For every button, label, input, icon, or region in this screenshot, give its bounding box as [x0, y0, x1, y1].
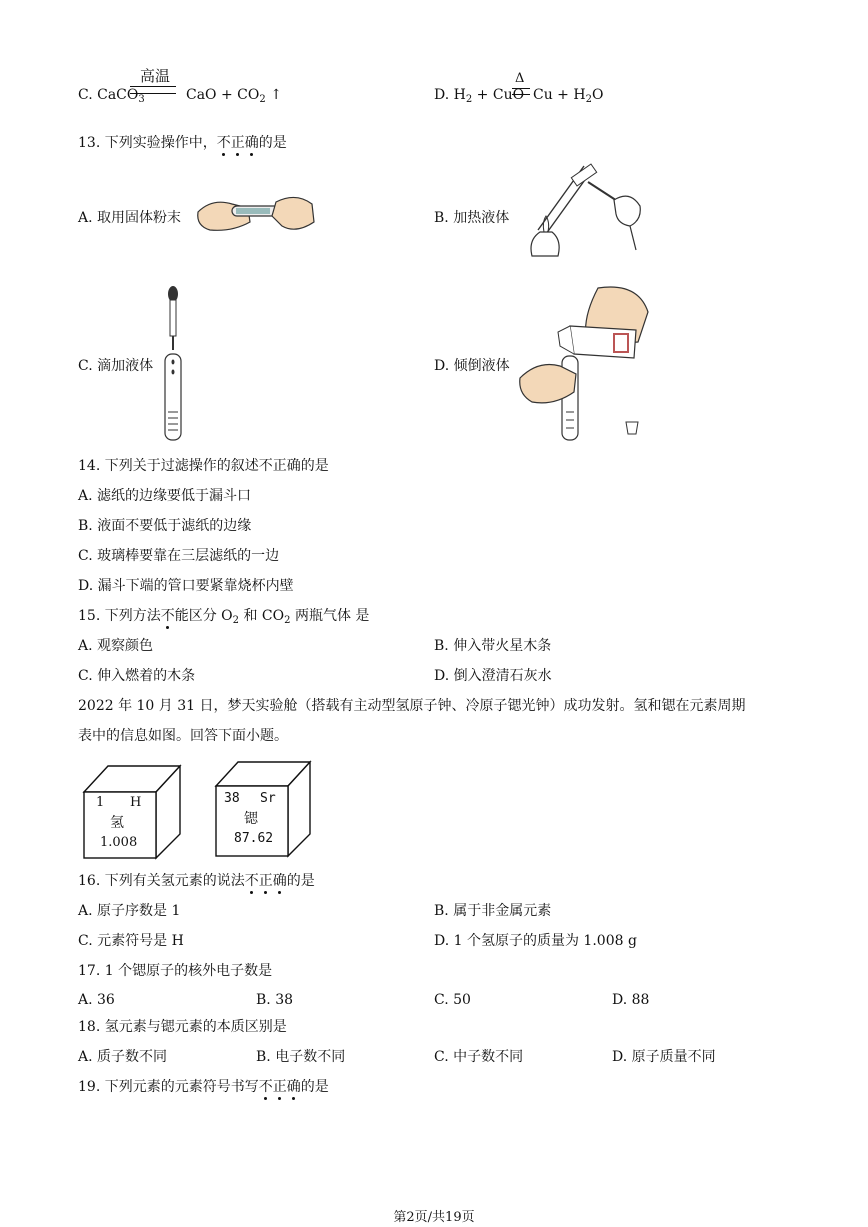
formula-text: Cu + H	[533, 87, 586, 103]
q14-option-b: B. 液面不要低于滤纸的边缘	[78, 518, 252, 534]
emphasis-char: 正	[272, 1079, 287, 1095]
emphasis-char: 正	[230, 135, 245, 151]
element-name: 锶	[244, 811, 258, 827]
element-card-strontium	[214, 758, 312, 858]
element-card-hydrogen	[82, 762, 182, 860]
q12-option-d	[434, 86, 524, 104]
q16-option-b: B. 属于非金属元素	[434, 903, 552, 919]
q15-option-a: A. 观察颜色	[78, 638, 154, 654]
q17-option-d: D. 88	[612, 992, 650, 1008]
passage-line-1: 2022 年 10 月 31 日，梦天实验舱（搭载有主动型氢原子钟、冷原子锶光钟）成功发射。氢和锶在元素周期	[78, 698, 746, 714]
q12-option-c-products	[186, 86, 282, 104]
page-footer: 第2页/共19页	[393, 1210, 475, 1225]
q14-option-c: C. 玻璃棒要靠在三层滤纸的一边	[78, 548, 280, 564]
q16-stem	[78, 872, 315, 890]
formula-subscript: 2	[284, 615, 291, 626]
stem-text: 两瓶气体 是	[290, 608, 370, 624]
q12-option-d-products	[533, 86, 603, 104]
atomic-mass: 1.008	[100, 835, 138, 850]
q14-stem: 14. 下列关于过滤操作的叙述不正确的是	[78, 458, 329, 474]
q18-stem: 18. 氢元素与锶元素的本质区别是	[78, 1019, 287, 1035]
stem-text: 19. 下列元素的元素符号书写	[78, 1079, 259, 1095]
emphasis-char: 不	[216, 135, 231, 151]
q16-option-c: C. 元素符号是 H	[78, 933, 184, 949]
q18-option-a: A. 质子数不同	[78, 1049, 168, 1065]
stem-text: 13. 下列实验操作中，	[78, 135, 217, 151]
stem-text: 的是	[300, 1079, 329, 1095]
equal-sign-icon	[512, 88, 530, 95]
q17-option-a: A. 36	[78, 992, 115, 1008]
q17-option-b: B. 38	[256, 992, 294, 1008]
equal-sign-icon	[130, 86, 176, 94]
heating-condition: Δ	[515, 71, 525, 86]
q13-option-d: D. 倾倒液体	[434, 358, 510, 374]
element-symbol: Sr	[260, 791, 276, 806]
q16-option-d: D. 1 个氢原子的质量为 1.008 g	[434, 933, 637, 949]
heating-liquid-illustration	[518, 160, 646, 266]
q18-option-b: B. 电子数不同	[256, 1049, 346, 1065]
option-label: D.	[434, 87, 450, 103]
stem-text: 和 CO	[239, 608, 285, 624]
element-symbol: H	[130, 795, 142, 810]
stem-text: 的是	[286, 873, 315, 889]
q17-stem: 17. 1 个锶原子的核外电子数是	[78, 963, 273, 979]
passage-line-2: 表中的信息如图。回答下面小题。	[78, 728, 288, 744]
q18-option-c: C. 中子数不同	[434, 1049, 524, 1065]
q15-stem	[78, 607, 369, 625]
gas-arrow-icon: ↑	[270, 87, 282, 103]
q14-option-d: D. 漏斗下端的管口要紧靠烧杯内壁	[78, 578, 294, 594]
element-name: 氢	[110, 815, 124, 831]
q13-option-c: C. 滴加液体	[78, 358, 154, 374]
formula-text: CaCO	[97, 87, 139, 103]
stem-text: 能区分 O	[174, 608, 233, 624]
q13-stem	[78, 134, 287, 152]
option-label: C.	[78, 87, 93, 103]
formula-subscript: 2	[259, 94, 266, 105]
q16-option-a: A. 原子序数是 1	[78, 903, 181, 919]
emphasis-char: 确	[244, 135, 259, 151]
q13-option-b: B. 加热液体	[434, 210, 510, 226]
emphasis-char: 确	[286, 1079, 301, 1095]
formula-text: H	[453, 87, 466, 103]
formula-text: O	[591, 87, 604, 103]
stem-text: 16. 下列有关氢元素的说法	[78, 873, 245, 889]
formula-subscript: 2	[585, 94, 592, 105]
powder-sampling-illustration	[192, 192, 318, 238]
reaction-condition: 高温	[140, 67, 171, 85]
q14-option-a: A. 滤纸的边缘要低于漏斗口	[78, 488, 252, 504]
dropper-illustration	[158, 284, 188, 448]
pouring-liquid-illustration	[518, 282, 652, 446]
emphasis-char: 不	[160, 608, 175, 624]
q19-stem	[78, 1078, 329, 1096]
emphasis-char: 正	[258, 873, 273, 889]
q18-option-d: D. 原子质量不同	[612, 1049, 716, 1065]
q15-option-b: B. 伸入带火星木条	[434, 638, 552, 654]
formula-subscript: 2	[232, 615, 240, 626]
emphasis-char: 确	[272, 873, 287, 889]
q13-option-a: A. 取用固体粉末	[78, 210, 182, 226]
formula-subscript: 3	[138, 94, 145, 105]
atomic-mass: 87.62	[234, 831, 274, 846]
stem-text: 的是	[258, 135, 287, 151]
q17-option-c: C. 50	[434, 992, 471, 1008]
atomic-number: 1	[96, 795, 105, 810]
formula-text: + CuO	[472, 87, 525, 103]
q15-option-d: D. 倒入澄清石灰水	[434, 668, 552, 684]
emphasis-char: 不	[258, 1079, 273, 1095]
atomic-number: 38	[224, 791, 240, 806]
q15-option-c: C. 伸入燃着的木条	[78, 668, 196, 684]
formula-subscript: 2	[465, 94, 473, 105]
formula-text: CaO + CO	[186, 87, 260, 103]
stem-text: 15. 下列方法	[78, 608, 161, 624]
emphasis-char: 不	[244, 873, 259, 889]
